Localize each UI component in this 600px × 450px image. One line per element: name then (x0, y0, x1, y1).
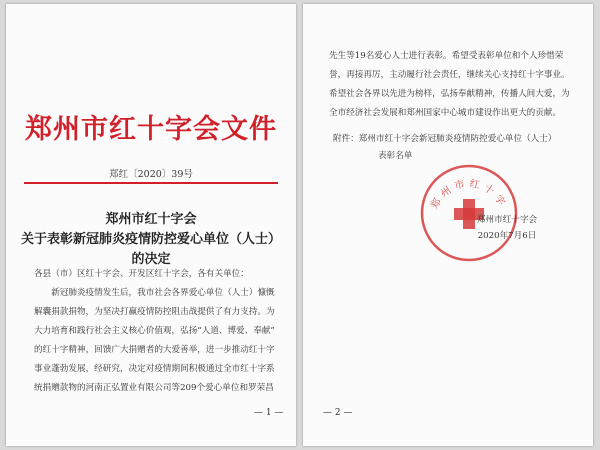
seal-text: 郑州市红十字 (429, 178, 509, 212)
body-line: 解囊捐款捐物，为坚决打赢疫情防控阻击战提供了有力支持。为 (34, 307, 275, 317)
document-header-title: 郑州市红十字会文件 (25, 114, 277, 145)
attachment-note (333, 131, 583, 165)
body-line: 希望社会各界以先进为榜样，弘扬奉献精神，传播人间大爱，为 (329, 89, 570, 99)
signature-block (447, 212, 567, 244)
body-line: 誉，再接再厉，主动履行社会责任，继续关心支持红十字事业。 (329, 70, 570, 80)
subtitle-line-2: 关于表彰新冠肺炎疫情防控爱心单位（人士） (20, 232, 281, 247)
document-number: 郑红〔2020〕39号 (109, 169, 193, 180)
body-line: 统捐赠款物的河南正弘置业有限公司等209个爱心单位和罗荣昌 (34, 383, 274, 393)
subtitle-line-3: 的决定 (131, 252, 171, 267)
page-1 (6, 4, 296, 446)
body-line: 新冠肺炎疫情发生后，我市社会各界爱心单位（人士）慷慨 (34, 288, 275, 298)
page-2 (303, 4, 593, 446)
attachment-line-2: 表彰名单 (378, 151, 413, 161)
signature-org: 郑州市红十字会 (476, 215, 538, 225)
body-line: 事业蓬勃发展，经研究，决定对疫情期间积极通过全市红十字系 (34, 364, 275, 374)
body-line: 全市经济社会发展和郑州国家中心城市建设作出更大的贡献。 (329, 108, 562, 118)
red-divider-line (24, 182, 278, 184)
subtitle-line-1: 郑州市红十字会 (105, 212, 197, 227)
signature-date: 2020年7月6日 (477, 231, 537, 241)
body-text (329, 47, 581, 123)
page-number: — 2 — (323, 408, 353, 418)
body-line: 的红十字精神，回馈广大捐赠者的大爱善举，进一步推动红十字 (34, 345, 275, 355)
page-number: — 1 — (254, 408, 284, 418)
body-line: 各县（市）区红十字会、开发区红十字会，各有关单位： (34, 269, 249, 279)
body-text (34, 265, 279, 398)
attachment-line-1: 附件：郑州市红十字会新冠肺炎疫情防控爱心单位（人士） (333, 134, 557, 144)
body-line: 先生等19名爱心人士进行表彰。希望受表彰单位和个人珍惜荣 (329, 51, 564, 61)
body-line: 大力培育和践行社会主义核心价值观，弘扬“人道、博爱、奉献” (34, 326, 275, 336)
